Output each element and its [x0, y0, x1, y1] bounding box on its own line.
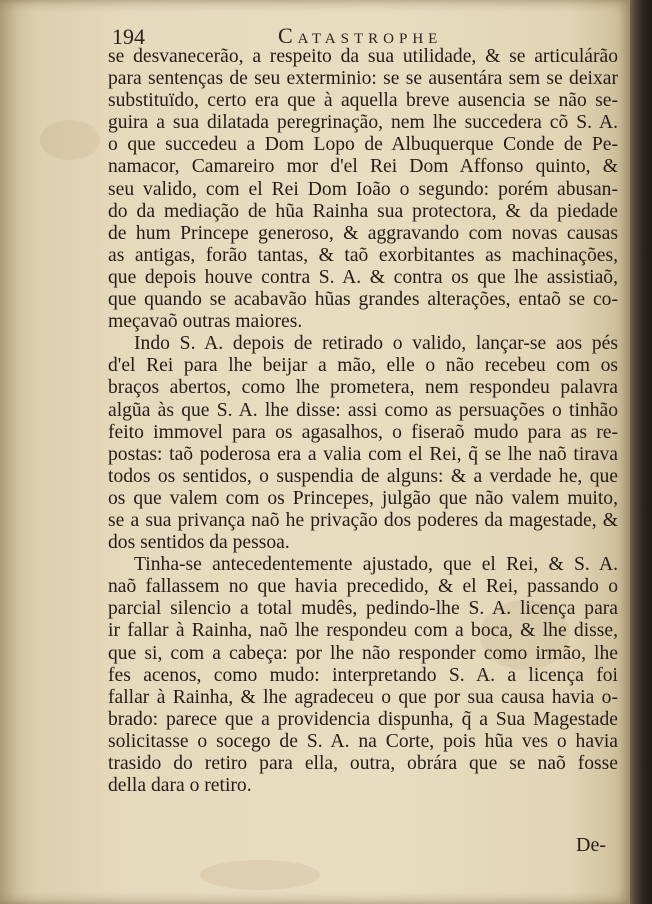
- text-line: se desvanecerão, a respeito da sua utilidade, & se articulárão: [108, 46, 618, 67]
- text-line: todos os sentidos, o suspendia de alguns: & a verdade he, que: [108, 465, 618, 487]
- paper-stain: [40, 120, 100, 160]
- text-line: fes acenos, como mudo: interpretando S. A. a licença foi: [108, 664, 618, 686]
- text-line: solicitasse o socego de S. A. na Corte, pois hũa ves o havia: [108, 730, 618, 752]
- page-number: 194: [112, 24, 145, 49]
- text-line: brado: parece que a providencia dispunha, q̃ a Sua Magestade: [108, 708, 618, 730]
- text-line: se a sua privança naõ he privação dos poderes da magestade, &: [108, 509, 618, 531]
- body-text: [108, 46, 618, 797]
- text-line: postas: taõ poderosa era a valia com el Rei, q̃ se lhe naõ tirava: [108, 443, 618, 465]
- text-line: substituïdo, certo era que à aquella breve ausencia se não se-: [108, 90, 618, 112]
- text-line: o que succedeu a Dom Lopo de Albuquerque Conde de Pe-: [108, 134, 618, 156]
- text-line: guira a sua dilatada peregrinação, nem lhe succedera cõ S. A.: [108, 112, 618, 134]
- book-edge: [630, 0, 652, 904]
- text-line: trasido do retiro para ella, outra, obrára que se naõ fosse: [108, 753, 618, 774]
- text-line: feito immovel para os agasalhos, o fiseraõ mudo para as re-: [108, 421, 618, 443]
- text-line: d'el Rei para lhe beijar a mão, elle o não recebeu com os: [108, 355, 618, 377]
- text-line: Tinha-se antecedentemente ajustado, que el Rei, & S. A.: [134, 554, 618, 576]
- text-line: do da mediação de hũa Rainha sua protectora, & da piedade: [108, 200, 618, 222]
- text-line: parcial silencio a total mudês, pedindo-lhe S. A. licença para: [108, 598, 618, 620]
- text-line: de hum Princepe generoso, & aggravando com novas causas: [108, 222, 618, 244]
- text-line: seu valido, com el Rei Dom Ioão o segundo: porém abusan-: [108, 178, 618, 200]
- text-line: Indo S. A. depois de retirado o valido, lançar-se aos pés: [134, 333, 618, 355]
- text-line: fallar à Rainha, & lhe agradeceu o que por sua causa havia o-: [108, 686, 618, 708]
- text-line: meçavaõ outras maiores.: [108, 311, 303, 333]
- catchword: De-: [576, 834, 606, 856]
- text-line: della dara o retiro.: [108, 775, 252, 797]
- text-line: as antigas, forão tantas, & taõ exorbitantes as machinações,: [108, 244, 618, 266]
- text-line: namacor, Camareiro mor d'el Rei Dom Affonso quinto, &: [108, 156, 618, 178]
- text-line: naõ fallassem no que havia precedido, & el Rei, passando o: [108, 576, 618, 598]
- text-line: para sentenças de seu exterminio: se se ausentára sem se deixar: [108, 68, 618, 90]
- text-line: os que valem com os Princepes, julgão que não valem muito,: [108, 487, 618, 509]
- text-line: que quando se acabavão hũas grandes alterações, entaõ se co-: [108, 289, 618, 311]
- text-line: ir fallar à Rainha, naõ lhe respondeu com a boca, & lhe disse,: [108, 620, 618, 642]
- running-title: Catastrophe: [278, 23, 443, 48]
- text-line: algũa às que S. A. lhe disse: assi como as persuações o tinhão: [108, 399, 618, 421]
- paper-stain: [200, 860, 320, 890]
- text-line: braços abertos, como lhe prometera, nem respondeu palavra: [108, 377, 618, 399]
- text-line: que si, com a cabeça: por lhe não responder como irmão, lhe: [108, 642, 618, 664]
- text-line: dos sentidos da pessoa.: [108, 532, 290, 554]
- text-line: que depois houve contra S. A. & contra os que lhe assistiaõ,: [108, 266, 618, 288]
